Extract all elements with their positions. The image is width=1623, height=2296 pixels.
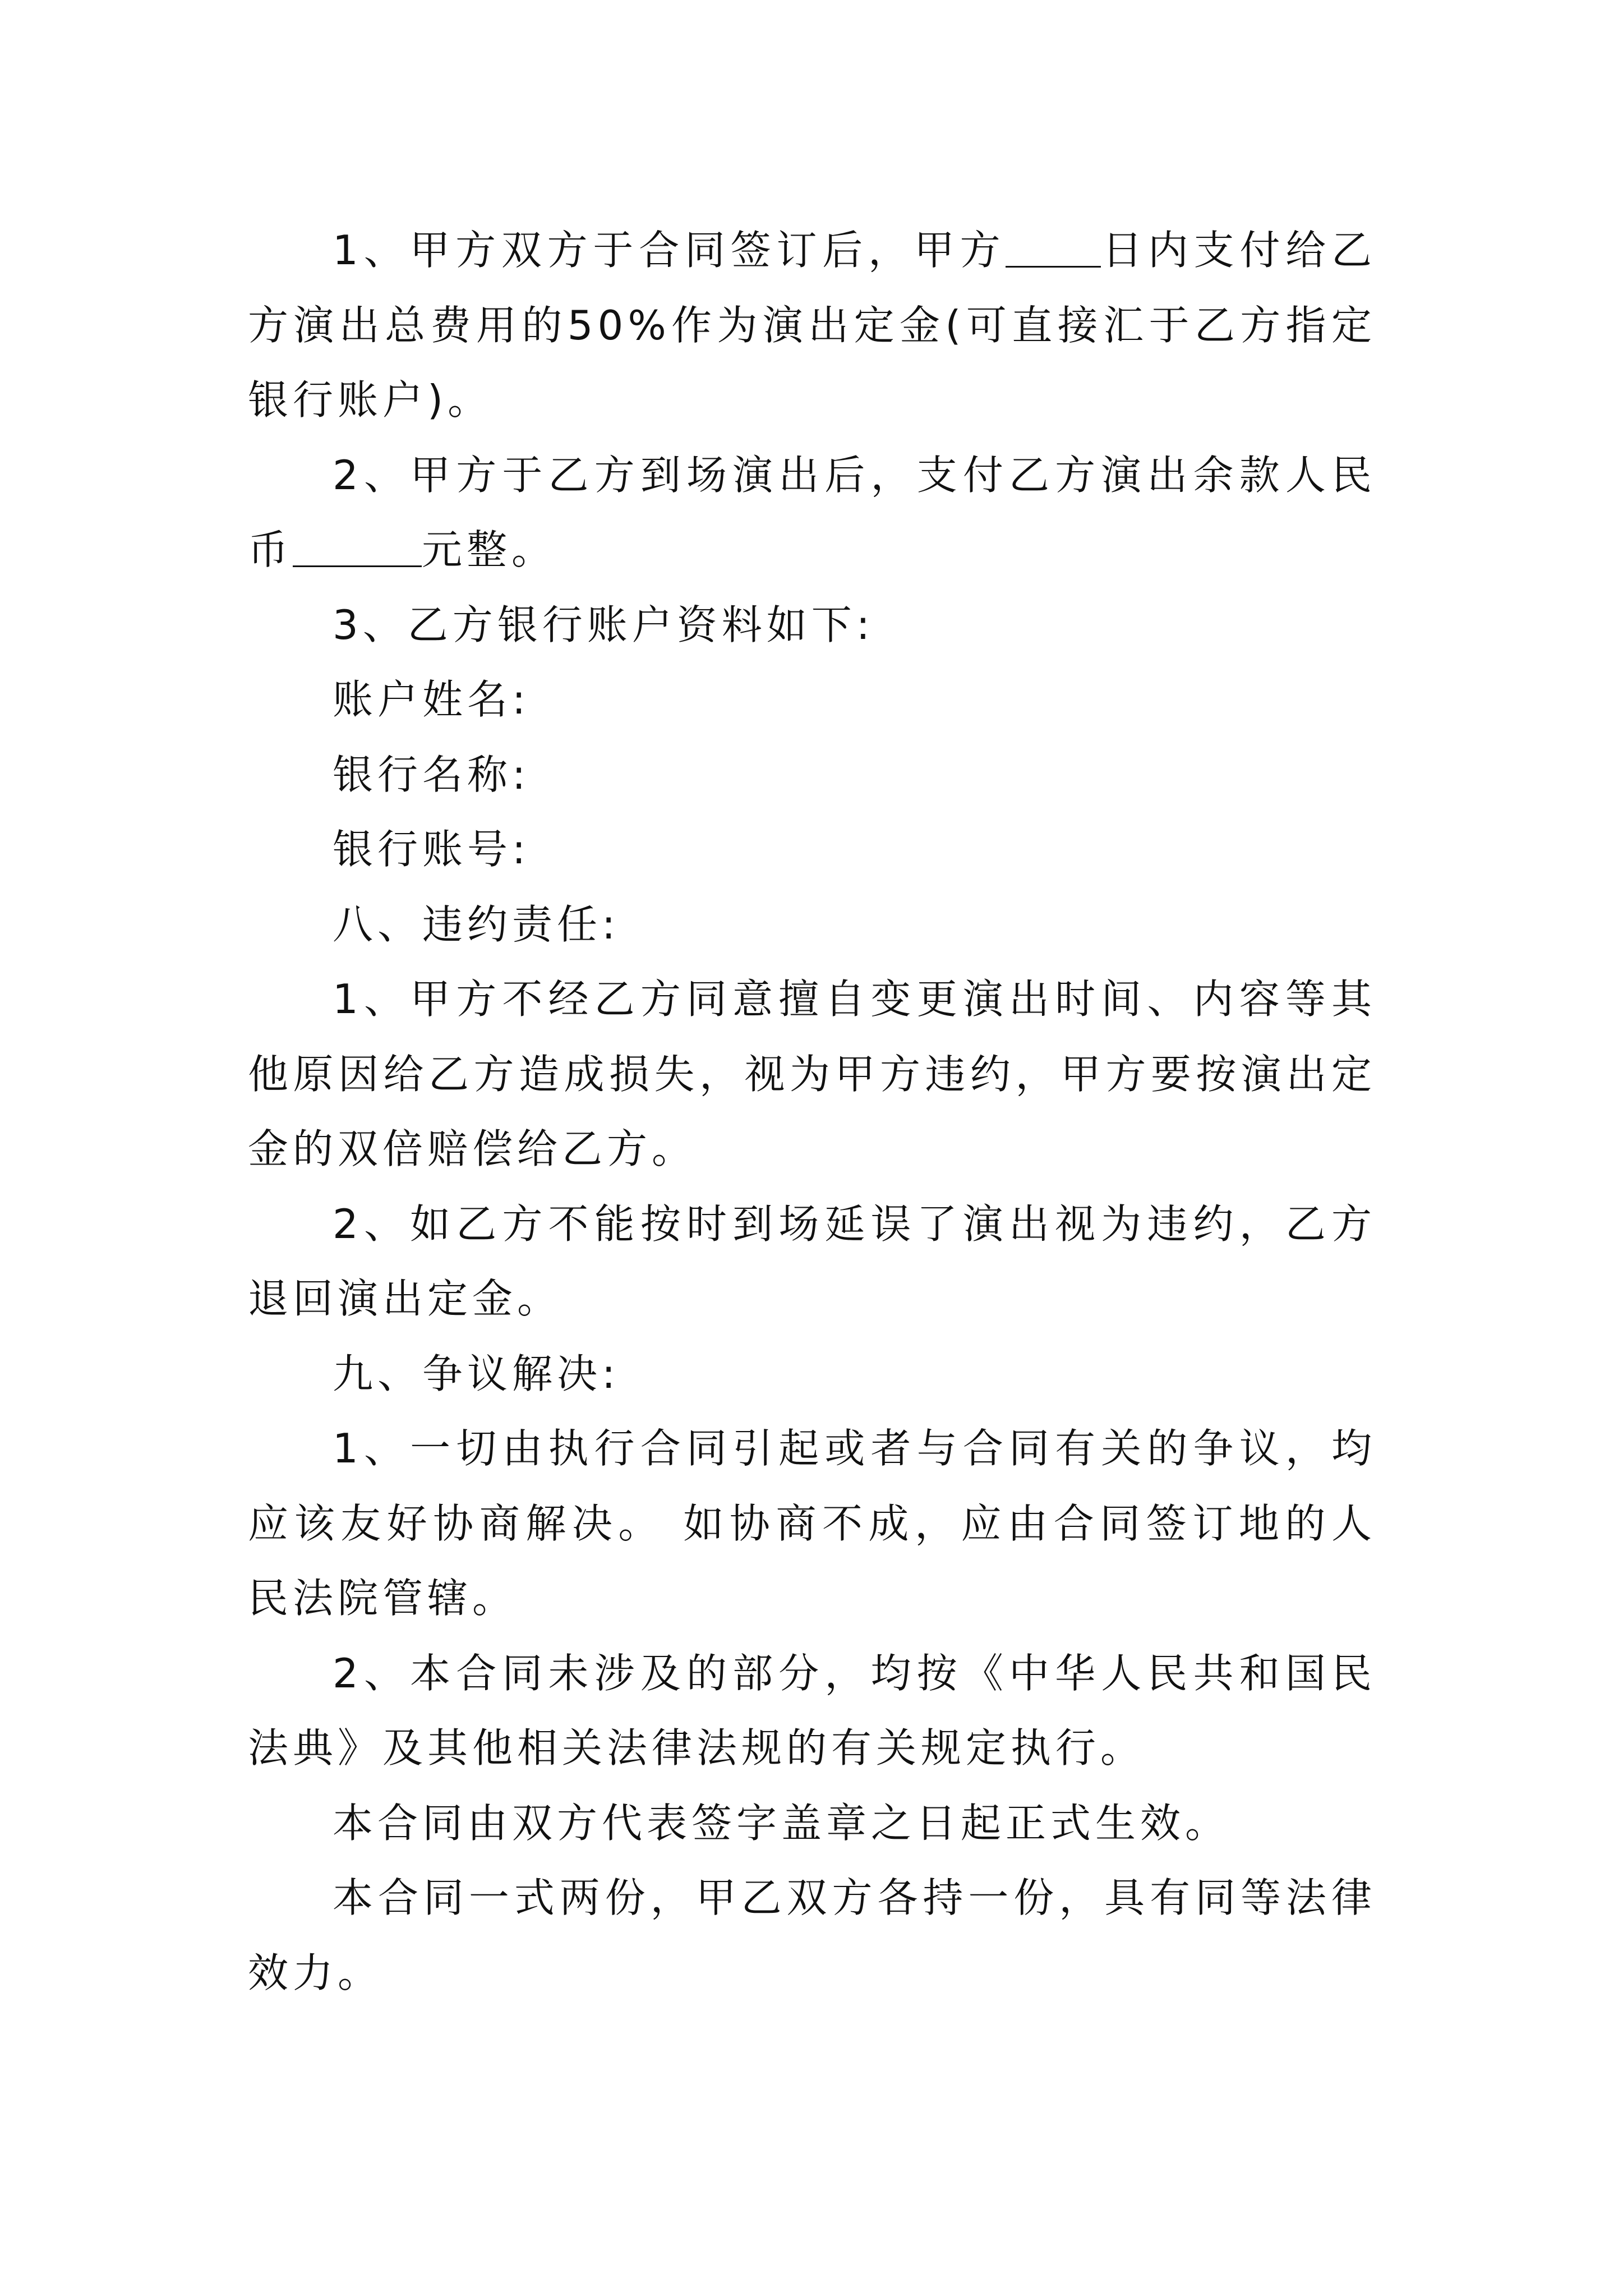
clause-effective-date: 本合同由双方代表签字盖章之日起正式生效。 (333, 1799, 1230, 1847)
bank-account-number-label: 银行账号: (333, 826, 531, 873)
clause-breach-party-b: 2、如乙方不能按时到场延误了演出视为违约，乙方退回演出定金。 (248, 1200, 1376, 1322)
fill-in-blank-amount (293, 525, 422, 567)
contract-text (248, 213, 1376, 2010)
clause-breach-party-a: 1、甲方不经乙方同意擅自变更演出时间、内容等其他原因给乙方造成损失，视为甲方违约，甲方要按演出定金的双倍赔偿给乙方。 (248, 976, 1376, 1172)
bank-account-name-label: 账户姓名: (333, 676, 531, 723)
section-heading-breach: 八、违约责任: (333, 900, 620, 948)
clause-text: 日内支付给乙方演出总费用的50%作为演出定金(可直接汇于乙方指定银行账户)。 (248, 227, 1376, 424)
section-heading-dispute: 九、争议解决: (333, 1350, 620, 1397)
clause-copies: 本合同一式两份，甲乙双方各持一份，具有同等法律效力。 (248, 1874, 1376, 1996)
clause-text: 1、甲方双方于合同签订后，甲方 (333, 227, 1006, 274)
clause-text: 2、甲方于乙方到场演出后，支付乙方演出余款人民币 (248, 451, 1376, 573)
clause-dispute-resolution: 1、一切由执行合同引起或者与合同有关的争议，均应该友好协商解决。 如协商不成，应由合同签订地的人民法院管辖。 (248, 1425, 1376, 1622)
fill-in-blank-days (1006, 226, 1101, 268)
clause-bank-info-heading: 3、乙方银行账户资料如下: (333, 601, 875, 648)
clause-applicable-law: 2、本合同未涉及的部分，均按《中华人民共和国民法典》及其他相关法律法规的有关规定执行。 (248, 1649, 1376, 1772)
clause-text: 元整。 (422, 526, 557, 573)
clause-payment-deposit (248, 213, 1376, 438)
clause-payment-balance (248, 438, 1376, 588)
bank-name-label: 银行名称: (333, 751, 531, 798)
